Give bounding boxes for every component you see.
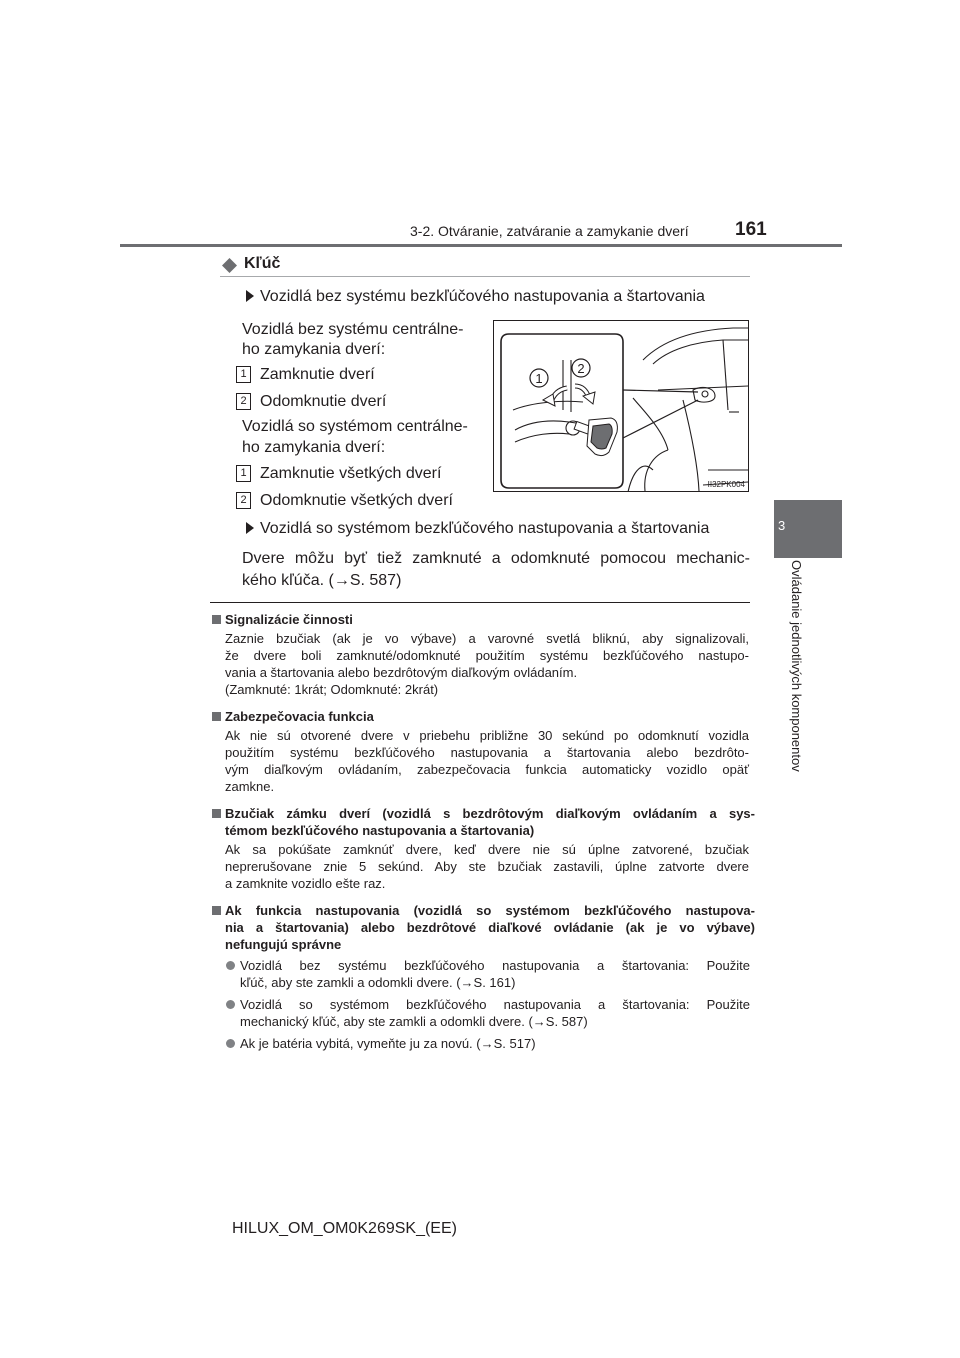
smart-key-text-2: kého kľúča. (→S. 587): [242, 572, 402, 589]
item-lock-door: Zamknutie dverí: [260, 366, 375, 383]
header-divider: [120, 244, 842, 247]
note-title-security: Zabezpečovacia funkcia: [225, 709, 374, 724]
bullet-text: kľúč, aby ste zamkli a odomkli dvere. (→S. 161): [240, 975, 516, 990]
notes-divider: [210, 602, 750, 603]
square-bullet-icon: [212, 809, 221, 818]
page-number: 161: [735, 219, 767, 240]
note-text: a zamknite vozidlo ešte raz.: [225, 876, 386, 891]
note-text: neprerušovane znie 5 sekúnd. Aby ste bzučiak zastavili, úplne zatvorte dvere: [225, 859, 749, 874]
note-text: zamkne.: [225, 779, 275, 794]
label-no-central-locking-2: ho zamykania dverí:: [242, 341, 386, 358]
round-bullet-icon: [226, 1000, 235, 1009]
chapter-title-vertical: Ovládanie jednotlivých komponentov: [789, 560, 804, 772]
label-central-locking-1: Vozidlá so systémom centrálne-: [242, 418, 468, 435]
step-number-1: 1: [236, 465, 251, 482]
note-text: vým diaľkovým ovládaním, zabezpečovacia funkcia automaticky vozidlo opäť: [225, 762, 749, 777]
chapter-number: 3: [778, 518, 786, 533]
note-text: (Zamknuté: 1krát; Odomknuté: 2krát): [225, 682, 439, 697]
key-lock-illustration: [493, 320, 749, 492]
bullet-text: mechanický kľúč, aby ste zamkli a odomkli dvere. (→S. 587): [240, 1014, 588, 1029]
item-unlock-all-doors: Odomknutie všetkých dverí: [260, 492, 453, 509]
callout-1: 1: [535, 371, 543, 386]
item-lock-all-doors: Zamknutie všetkých dverí: [260, 465, 442, 482]
step-number-1: 1: [236, 366, 251, 383]
note-text: použitím systému bezkľúčového nastupovania a štartovania alebo bezdrôto-: [225, 745, 749, 760]
subheading-smart-key: Vozidlá so systémom bezkľúčového nastupovania a štartovania: [260, 520, 710, 537]
note-title-malfunction-2: nia a štartovania) alebo bezdrôtové diaľkové ovládanie (ak je vo výbave): [225, 920, 755, 935]
note-text: Zaznie bzučiak (ak je vo výbave) a varovné svetlá bliknú, aby signalizovali,: [225, 631, 749, 646]
note-text: Ak sa pokúšate zamknúť dvere, keď dvere nie sú úplne zatvorené, bzučiak: [225, 842, 749, 857]
diamond-icon: [222, 258, 237, 273]
note-title-signals: Signalizácie činnosti: [225, 612, 353, 627]
header-section-title: 3-2. Otváranie, zatváranie a zamykanie dverí: [410, 223, 689, 239]
document-code: HILUX_OM_OM0K269SK_(EE): [232, 1220, 457, 1237]
item-unlock-door: Odomknutie dverí: [260, 393, 387, 410]
label-no-central-locking-1: Vozidlá bez systému centrálne-: [242, 321, 464, 338]
arrow-right-icon: [246, 522, 254, 534]
callout-2: 2: [577, 361, 585, 376]
bullet-text: Vozidlá so systémom bezkľúčového nastupovania a štartovania: Použite: [240, 997, 750, 1012]
bullet-text: Ak je batéria vybitá, vymeňte ju za novú. (→S. 517): [240, 1036, 536, 1051]
smart-key-text-1: Dvere môžu byť tiež zamknuté a odomknuté pomocou mechanic-: [242, 550, 750, 567]
section-divider: [220, 276, 750, 277]
square-bullet-icon: [212, 615, 221, 624]
illustration-code: II32PK004: [707, 480, 745, 489]
subheading-no-smart-key: Vozidlá bez systému bezkľúčového nastupovania a štartovania: [260, 288, 705, 305]
square-bullet-icon: [212, 906, 221, 915]
step-number-2: 2: [236, 492, 251, 509]
square-bullet-icon: [212, 712, 221, 721]
bullet-text: Vozidlá bez systému bezkľúčového nastupovania a štartovania: Použite: [240, 958, 750, 973]
round-bullet-icon: [226, 1039, 235, 1048]
note-title-malfunction-3: nefungujú správne: [225, 937, 342, 952]
note-title-buzzer: Bzučiak zámku dverí (vozidlá s bezdrôtovým diaľkovým ovládaním a sys-: [225, 806, 755, 821]
section-title: Kľúč: [244, 255, 281, 272]
label-central-locking-2: ho zamykania dverí:: [242, 439, 386, 456]
note-title-buzzer-2: témom bezkľúčového nastupovania a štartovania): [225, 823, 535, 838]
note-title-malfunction: Ak funkcia nastupovania (vozidlá so systémom bezkľúčového nastupova-: [225, 903, 755, 918]
chapter-tab: [774, 500, 842, 558]
note-text: Ak nie sú otvorené dvere v priebehu približne 30 sekúnd po odomknutí vozidla: [225, 728, 749, 743]
round-bullet-icon: [226, 961, 235, 970]
note-text: že dvere boli zamknuté/odomknuté použitím systému bezkľúčového nastupo-: [225, 648, 749, 663]
step-number-2: 2: [236, 393, 251, 410]
note-text: vania a štartovania alebo bezdrôtovým diaľkovým ovládaním.: [225, 665, 578, 680]
arrow-right-icon: [246, 290, 254, 302]
